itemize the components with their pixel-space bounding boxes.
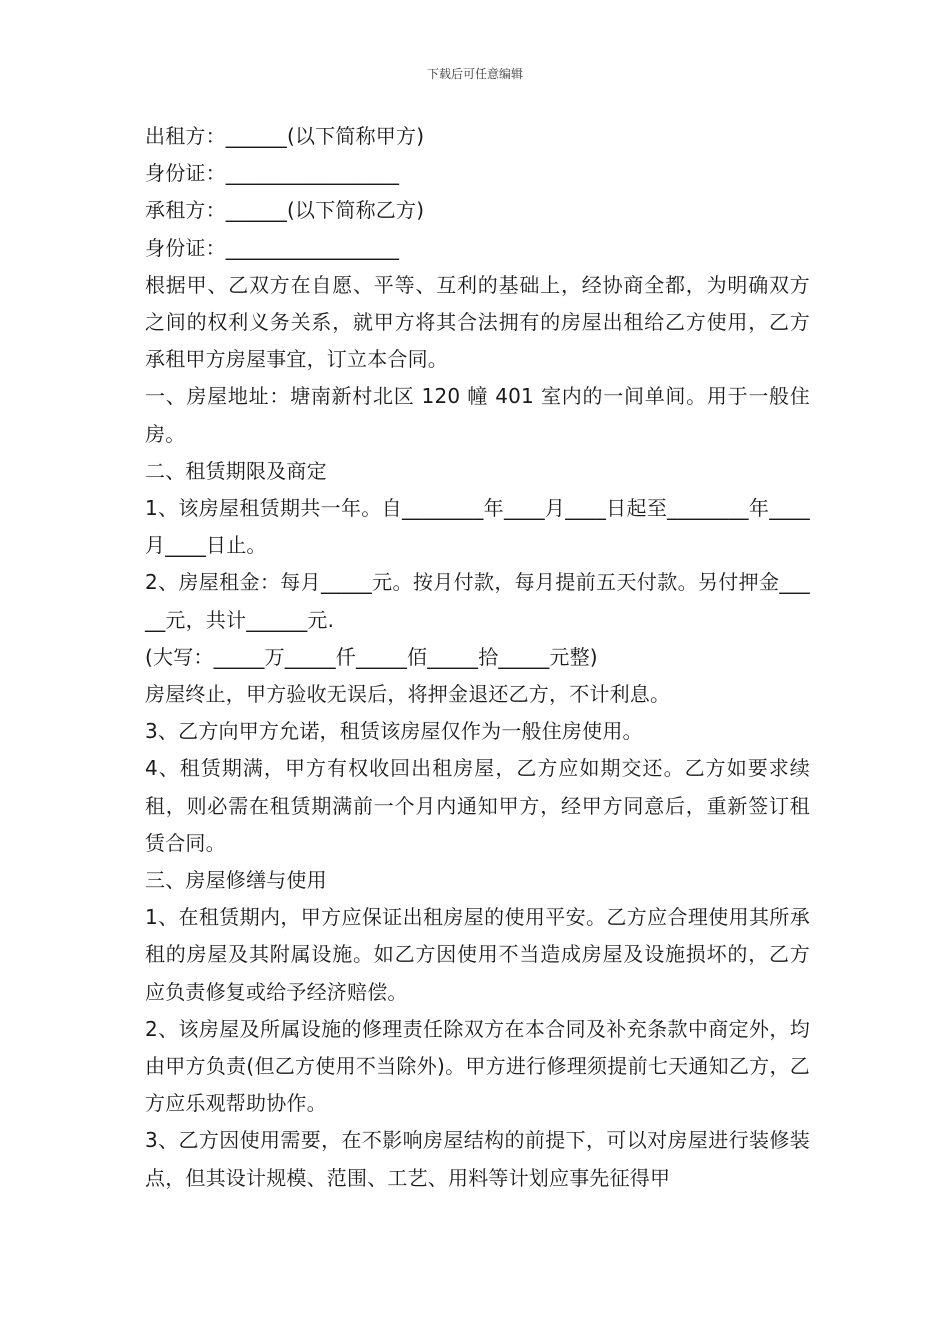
lessor-id-line: 身份证：_________________	[145, 161, 400, 186]
section-2-item-2: 2、房屋租金：每月_____元。按月付款，每月提前五天付款。另付押金_____元，共计______元.	[145, 570, 810, 632]
section-2-deposit-return: 房屋终止，甲方验收无误后，将押金退还乙方，不计利息。	[145, 682, 671, 707]
lessee-id-line: 身份证：_________________	[145, 235, 400, 260]
section-3-title: 三、房屋修缮与使用	[145, 868, 327, 893]
section-2-capital-amount: (大写：_____万_____仟_____佰_____拾_____元整)	[145, 644, 598, 669]
preamble-paragraph: 根据甲、乙双方在自愿、平等、互利的基础上，经协商全都，为明确双方之间的权利义务关系，就甲方将其合法拥有的房屋出租给乙方使用，乙方承租甲方房屋事宜，订立本合同。	[145, 272, 810, 372]
section-2-item-1: 1、该房屋租赁期共一年。自________年____月____日起至________年____月____日止。	[145, 496, 810, 558]
lessee-line: 承租方：______(以下简称乙方)	[145, 198, 425, 223]
section-3-item-2: 2、该房屋及所属设施的修理责任除双方在本合同及补充条款中商定外，均由甲方负责(但乙方使用不当除外)。甲方进行修理须提前七天通知乙方，乙方应乐观帮助协作。	[145, 1016, 810, 1116]
section-2-item-3: 3、乙方向甲方允诺，租赁该房屋仅作为一般住房使用。	[145, 719, 643, 744]
lessor-line: 出租方：______(以下简称甲方)	[145, 124, 425, 148]
section-1-address: 一、房屋地址：塘南新村北区 120 幢 401 室内的一间单间。用于一般住房。	[145, 384, 810, 446]
section-3-item-3: 3、乙方因使用需要，在不影响房屋结构的前提下，可以对房屋进行装修装点，但其设计规模、范围、工艺、用料等计划应事先征得甲	[145, 1128, 810, 1190]
section-2-item-4: 4、租赁期满，甲方有权收回出租房屋，乙方应如期交还。乙方如要求续租，则必需在租赁期满前一个月内通知甲方，经甲方同意后，重新签订租赁合同。	[145, 756, 810, 855]
section-3-item-1: 1、在租赁期内，甲方应保证出租房屋的使用平安。乙方应合理使用其所承租的房屋及其附属设施。如乙方因使用不当造成房屋及设施损坏的，乙方应负责修复或给予经济赔偿。	[145, 905, 810, 1004]
page-header-note: 下载后可任意编辑	[426, 67, 523, 81]
section-2-title: 二、租赁期限及商定	[145, 458, 327, 483]
contract-body	[145, 118, 810, 1197]
